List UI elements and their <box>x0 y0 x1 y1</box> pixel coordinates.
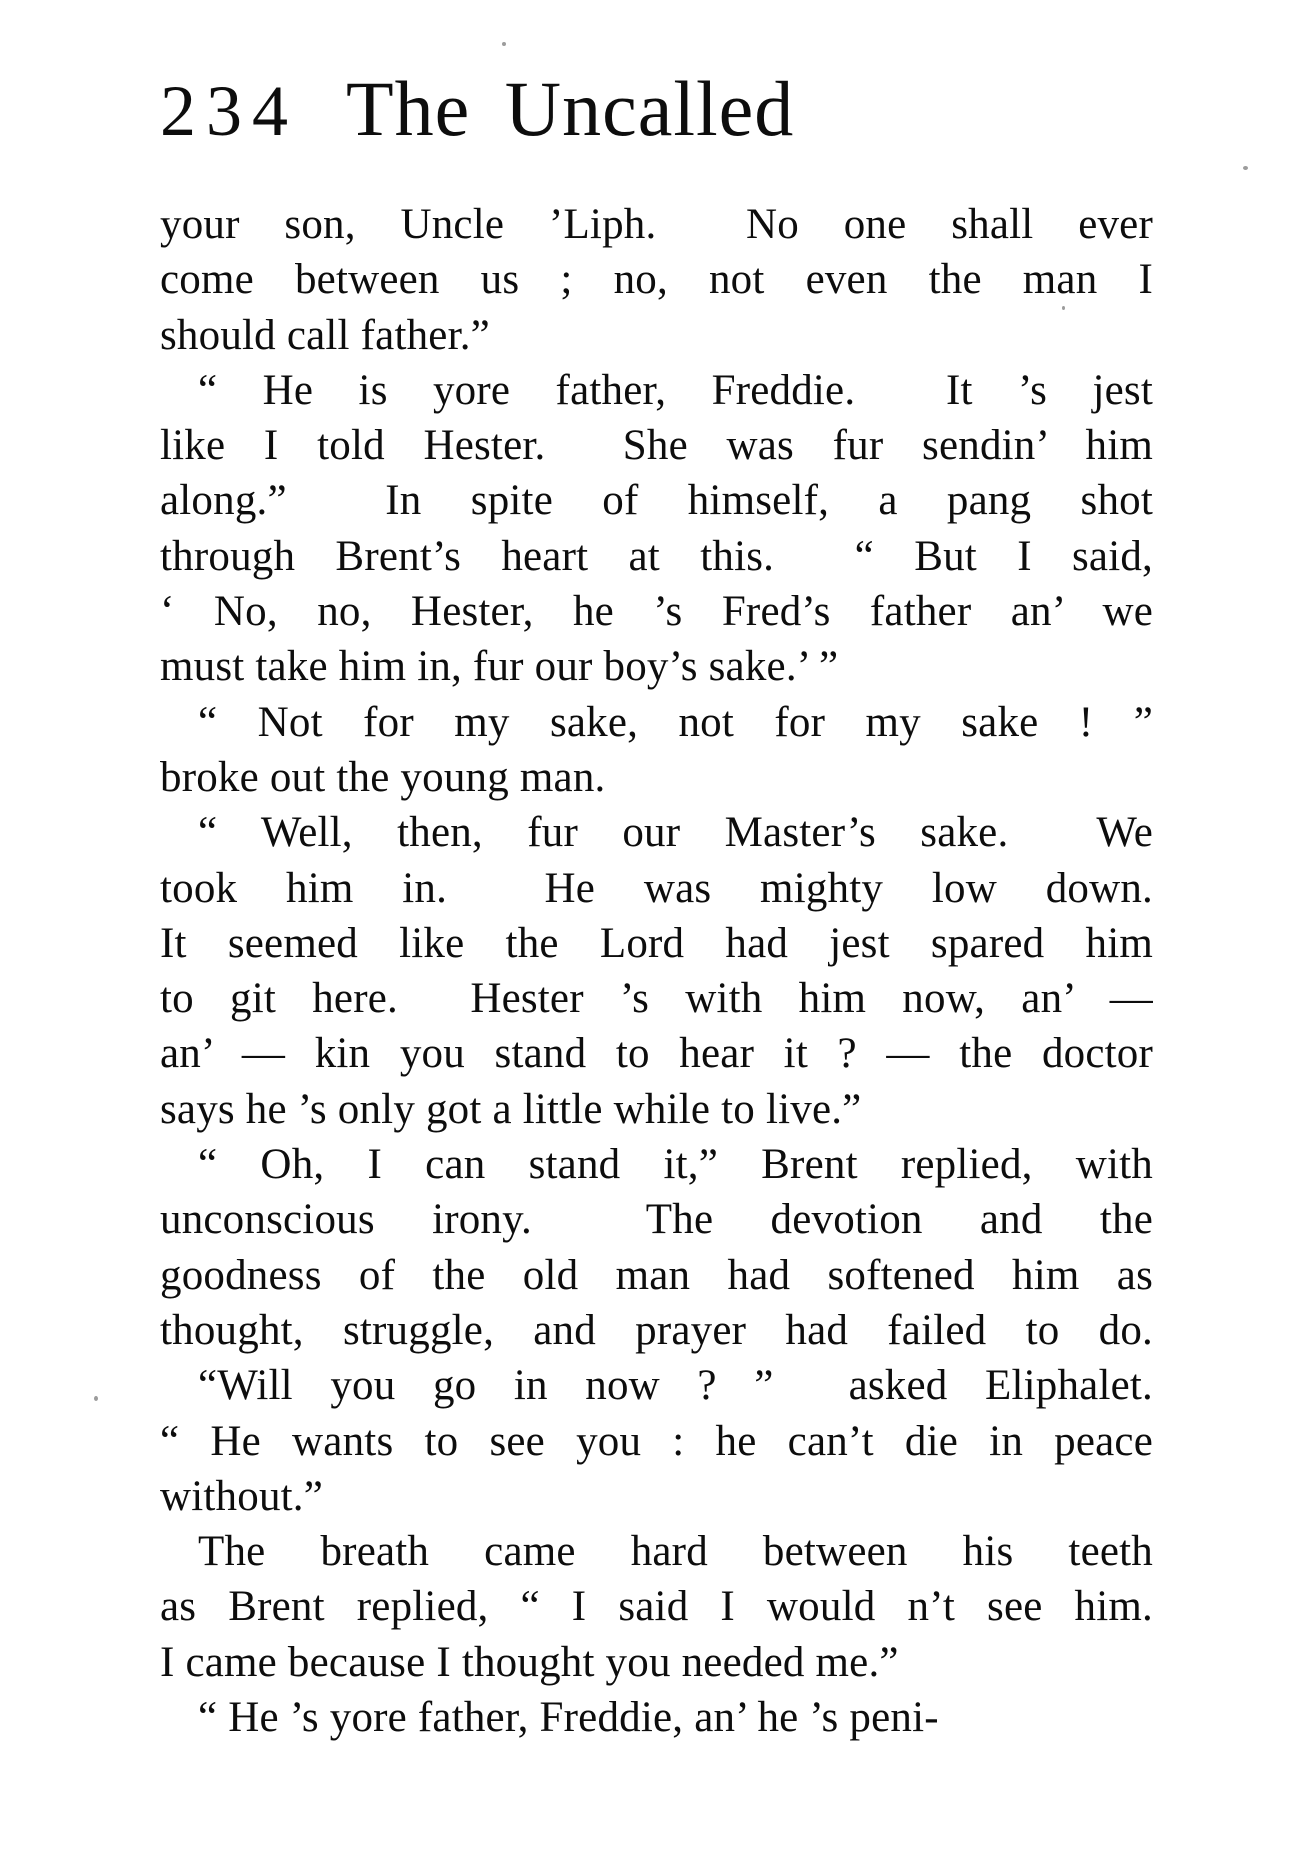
text-line: “Will you go in now ? ” asked Eliphalet. <box>198 1362 1153 1410</box>
text-line: took him in. He was mighty low down. <box>160 864 1153 912</box>
paragraph <box>160 363 1153 695</box>
text-line: as Brent replied, “ I said I would n’t see him. <box>160 1583 1153 1631</box>
running-title: The Uncalled <box>346 65 795 152</box>
text-line: like I told Hester. She was fur sendin’ him <box>160 422 1153 470</box>
text-line: It seemed like the Lord had jest spared him <box>160 919 1153 967</box>
text-line: “ Well, then, fur our Master’s sake. We <box>198 809 1153 857</box>
paragraph <box>160 1358 1153 1524</box>
text-line: “ Not for my sake, not for my sake ! ” <box>198 698 1153 746</box>
scan-speck <box>1062 306 1065 310</box>
paragraph <box>160 695 1153 806</box>
page-number: 234 <box>160 71 298 151</box>
text-line: goodness of the old man had softened him as <box>160 1251 1153 1299</box>
text-line: The breath came hard between his teeth <box>198 1528 1153 1576</box>
scan-speck <box>1243 166 1248 170</box>
paragraph <box>160 1690 1153 1745</box>
paragraph <box>160 1137 1153 1358</box>
text-line: without.” <box>160 1472 324 1520</box>
text-line: along.” In spite of himself, a pang shot <box>160 477 1153 525</box>
text-line: thought, struggle, and prayer had failed to do. <box>160 1306 1153 1354</box>
text-line: through Brent’s heart at this. “ But I said, <box>160 532 1153 580</box>
text-line: an’ — kin you stand to hear it ? — the doctor <box>160 1030 1153 1078</box>
paragraph <box>160 197 1153 363</box>
body-text <box>160 197 1153 1745</box>
text-line: says he ’s only got a little while to live.” <box>160 1085 862 1133</box>
page-header <box>160 65 795 152</box>
paragraph <box>160 1524 1153 1690</box>
text-line: should call father.” <box>160 311 490 359</box>
scan-speck <box>502 42 506 46</box>
text-line: broke out the young man. <box>160 753 606 801</box>
text-line: unconscious irony. The devotion and the <box>160 1196 1153 1244</box>
text-line: I came because I thought you needed me.” <box>160 1638 899 1686</box>
text-line: to git here. Hester ’s with him now, an’ — <box>160 975 1153 1023</box>
paragraph <box>160 805 1153 1137</box>
text-line: “ Oh, I can stand it,” Brent replied, with <box>198 1141 1153 1189</box>
text-line: come between us ; no, not even the man I <box>160 256 1153 304</box>
text-line: “ He ’s yore father, Freddie, an’ he ’s peni- <box>198 1694 939 1742</box>
text-line: “ He wants to see you : he can’t die in peace <box>160 1417 1153 1465</box>
scan-speck <box>94 1396 98 1401</box>
text-line: your son, Uncle ’Liph. No one shall ever <box>160 201 1153 248</box>
text-line: “ He is yore father, Freddie. It ’s jest <box>198 366 1153 414</box>
text-line: ‘ No, no, Hester, he ’s Fred’s father an’ we <box>160 588 1153 636</box>
text-line: must take him in, fur our boy’s sake.’ ” <box>160 643 839 691</box>
